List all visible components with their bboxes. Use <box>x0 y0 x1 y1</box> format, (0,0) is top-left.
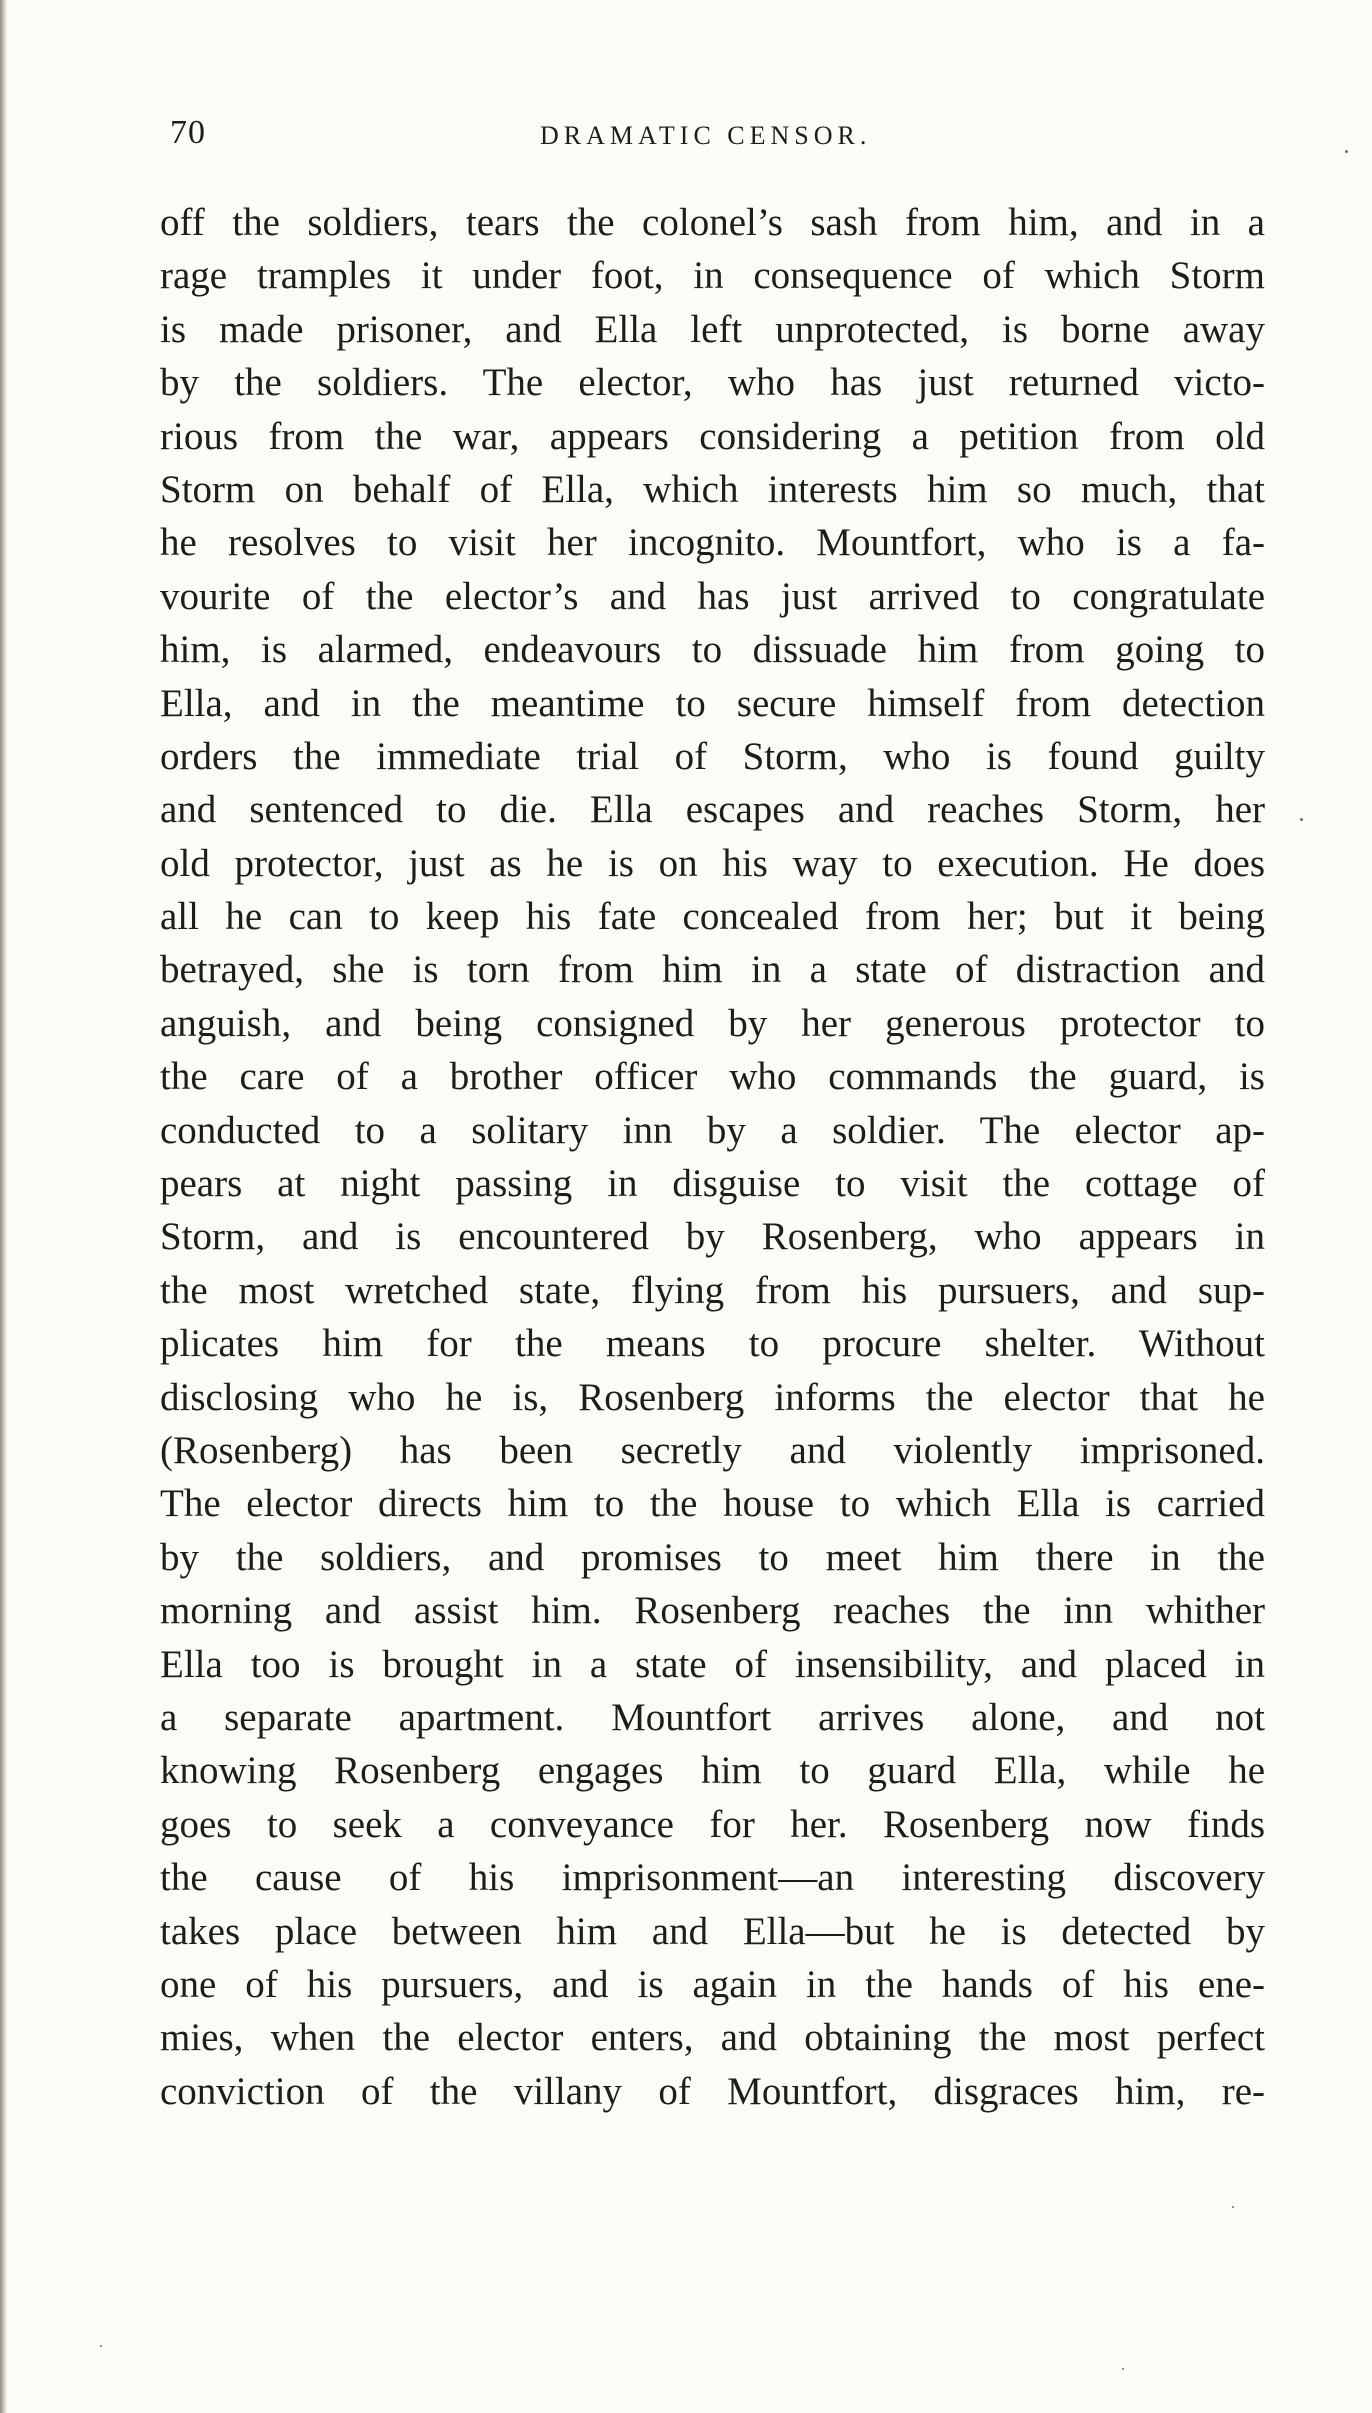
text-line: anguish, and being consigned by her generous protector to <box>160 1001 1265 1045</box>
binding-edge <box>0 0 7 2413</box>
text-line: rious from the war, appears considering a petition from old <box>160 414 1265 458</box>
text-line: plicates him for the means to procure shelter. Without <box>160 1322 1265 1366</box>
text-line: betrayed, she is torn from him in a state of distraction and <box>160 948 1265 992</box>
paper-speck <box>1345 150 1348 153</box>
text-line: and sentenced to die. Ella escapes and reaches Storm, her <box>160 788 1265 832</box>
text-line: the cause of his imprisonment—an interesting discovery <box>160 1856 1265 1900</box>
text-line: a separate apartment. Mountfort arrives alone, and not <box>160 1695 1265 1739</box>
text-line: one of his pursuers, and is again in the hands of his ene- <box>160 1962 1265 2006</box>
text-line: Ella too is brought in a state of insensibility, and placed in <box>160 1642 1265 1686</box>
text-line: (Rosenberg) has been secretly and violently imprisoned. <box>160 1428 1265 1472</box>
text-line: by the soldiers, and promises to meet him there in the <box>160 1535 1265 1579</box>
text-line: pears at night passing in disguise to visit the cottage of <box>160 1162 1265 1206</box>
text-line: knowing Rosenberg engages him to guard Ella, while he <box>160 1749 1265 1793</box>
text-line: conducted to a solitary inn by a soldier. The elector ap- <box>160 1108 1265 1152</box>
text-line: The elector directs him to the house to which Ella is carried <box>160 1482 1265 1526</box>
paper-speck <box>1300 818 1303 821</box>
text-line: disclosing who he is, Rosenberg informs the elector that he <box>160 1375 1265 1419</box>
body-text <box>160 196 1265 2118</box>
text-line: by the soldiers. The elector, who has just returned victo- <box>160 361 1265 405</box>
text-line: him, is alarmed, endeavours to dissuade him from going to <box>160 628 1265 672</box>
paper-speck <box>100 2345 102 2347</box>
text-line: off the soldiers, tears the colonel’s sash from him, and in a <box>160 201 1265 244</box>
text-line: Storm on behalf of Ella, which interests him so much, that <box>160 467 1265 511</box>
text-line: the care of a brother officer who commands the guard, is <box>160 1055 1265 1099</box>
text-line: Ella, and in the meantime to secure himself from detection <box>160 681 1265 725</box>
running-head: DRAMATIC CENSOR. <box>540 121 872 150</box>
text-line: goes to seek a conveyance for her. Rosenberg now finds <box>160 1802 1265 1846</box>
text-line: rage tramples it under foot, in consequence of which Storm <box>160 254 1265 298</box>
text-line: he resolves to visit her incognito. Mountfort, who is a fa- <box>160 521 1265 565</box>
text-line: vourite of the elector’s and has just arrived to congratulate <box>160 574 1265 618</box>
page-number: 70 <box>170 114 206 151</box>
paper-speck <box>1122 2368 1124 2370</box>
text-line: all he can to keep his fate concealed from her; but it being <box>160 895 1265 939</box>
text-line: morning and assist him. Rosenberg reaches the inn whither <box>160 1589 1265 1633</box>
text-line: orders the immediate trial of Storm, who is found guilty <box>160 734 1265 778</box>
text-line: Storm, and is encountered by Rosenberg, who appears in <box>160 1215 1265 1259</box>
text-line: conviction of the villany of Mountfort, disgraces him, re- <box>160 2069 1265 2113</box>
text-line: is made prisoner, and Ella left unprotected, is borne away <box>160 307 1265 351</box>
paper-speck <box>1232 2206 1234 2208</box>
text-line: the most wretched state, flying from his pursuers, and sup- <box>160 1268 1265 1312</box>
text-line: old protector, just as he is on his way to execution. He does <box>160 841 1265 885</box>
text-line: takes place between him and Ella—but he is detected by <box>160 1909 1265 1953</box>
text-line: mies, when the elector enters, and obtaining the most perfect <box>160 2016 1265 2060</box>
